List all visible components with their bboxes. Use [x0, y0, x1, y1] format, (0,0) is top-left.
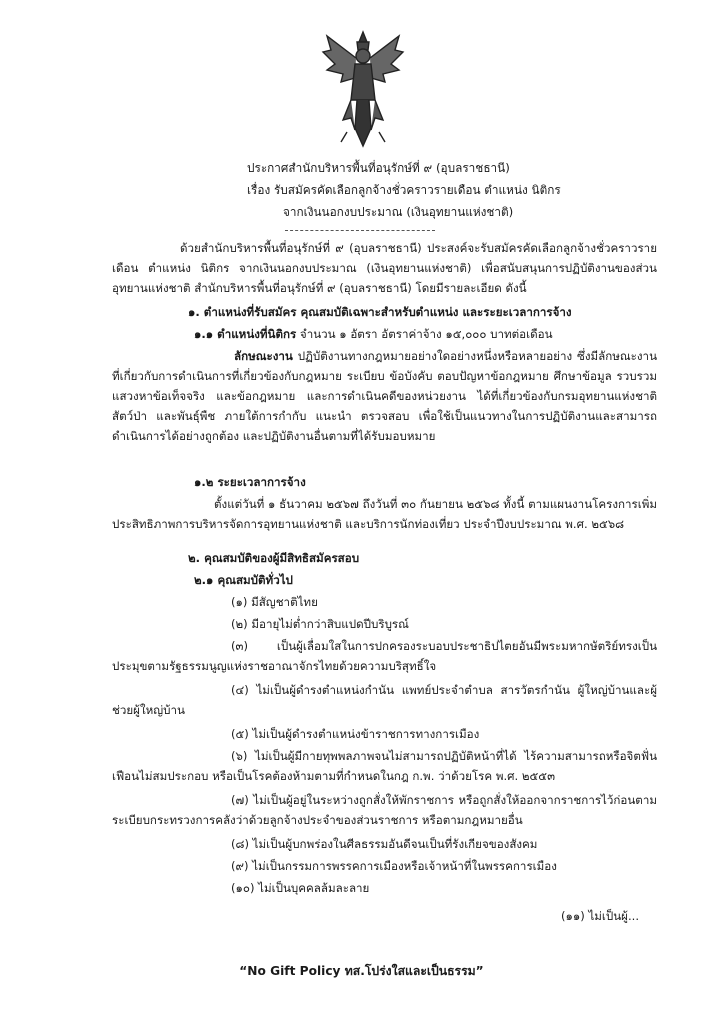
- section-1-1-text: จำนวน ๑ อัตรา อัตราค่าจ้าง ๑๕,๐๐๐ บาทต่อเดือน: [296, 327, 553, 341]
- job-characteristics: [112, 346, 657, 446]
- qualification-item-10: (๑๐) ไม่เป็นบุคคลล้มละลาย: [231, 881, 370, 895]
- section-1-1-label: ๑.๑ ตำแหน่งที่นิติกร: [194, 327, 297, 341]
- qualification-item-2: (๒) มีอายุไม่ต่ำกว่าสิบแปดปีบริบูรณ์: [231, 617, 409, 631]
- section-1-2-text: ตั้งแต่วันที่ ๑ ธันวาคม ๒๕๖๗ ถึงวันที่ ๓๐ กันยายน ๒๕๖๘ ทั้งนี้ ตามแผนงานโครงการเพิ่มประสิทธิภาพการบริหารจัดการอุทยานแห่งชาติ และบริการนักท่องเที่ยว ประจำปีงบประมาณ พ.ศ. ๒๕๖๘: [112, 497, 657, 531]
- header-line-2: เรื่อง รับสมัครคัดเลือกลูกจ้างชั่วคราวรายเดือน ตำแหน่ง นิติกร: [247, 183, 561, 197]
- header-divider: [285, 230, 435, 231]
- section-2-heading: ๒. คุณสมบัติของผู้มีสิทธิสมัครสอบ: [188, 551, 360, 565]
- intro-paragraph: ด้วยสำนักบริหารพื้นที่อนุรักษ์ที่ ๙ (อุบลราชธานี) ประสงค์จะรับสมัครคัดเลือกลูกจ้างชั่วคราวรายเดือน ตำแหน่ง นิติกร จากเงินนอกงบประมาณ (เงินอุทยานแห่งชาติ) เพื่อสนับสนุนการปฏิบัติงานของส่วนอุทยานแห่งชาติ สำนักบริหารพื้นที่อนุรักษ์ที่ ๙ (อุบลราชธานี) โดยมีรายละเอียด ดังนี้: [112, 241, 657, 295]
- section-1-heading: ๑. ตำแหน่งที่รับสมัคร คุณสมบัติเฉพาะสำหรับตำแหน่ง และระยะเวลาการจ้าง: [188, 305, 572, 319]
- qualification-item-9: (๙) ไม่เป็นกรรมการพรรคการเมืองหรือเจ้าหน้าที่ในพรรคการเมือง: [231, 859, 557, 873]
- continuation-marker: (๑๑) ไม่เป็นผู้...: [561, 909, 640, 923]
- qualification-item-5: (๕) ไม่เป็นผู้ดำรงตำแหน่งข้าราชการทางการเมือง: [231, 727, 480, 741]
- section-1-1: [194, 324, 553, 344]
- qualification-item-4: (๔) ไม่เป็นผู้ดำรงตำแหน่งกำนัน แพทย์ประจำตำบล สารวัตรกำนัน ผู้ใหญ่บ้านและผู้ช่วยผู้ใหญ่บ้าน: [112, 683, 657, 717]
- header-line-1: ประกาศสำนักบริหารพื้นที่อนุรักษ์ที่ ๙ (อุบลราชธานี): [247, 161, 510, 175]
- qualification-item-6: (๖) ไม่เป็นผู้มีกายทุพพลภาพจนไม่สามารถปฏิบัติหน้าที่ได้ ไร้ความสามารถหรือจิตฟั่นเฟือนไม่สมประกอบ หรือเป็นโรคต้องห้ามตามที่กำหนดในกฎ ก.พ. ว่าด้วยโรค พ.ศ. ๒๕๕๓: [112, 749, 657, 783]
- section-1-2-label: ๑.๒ ระยะเวลาการจ้าง: [194, 475, 306, 489]
- qualification-item-1: (๑) มีสัญชาติไทย: [231, 595, 318, 609]
- qualification-item-8: (๘) ไม่เป็นผู้บกพร่องในศีลธรรมอันดีจนเป็นที่รังเกียจของสังคม: [231, 837, 538, 851]
- job-characteristics-label: ลักษณะงาน: [234, 349, 293, 363]
- section-2-1-label: ๒.๑ คุณสมบัติทั่วไป: [194, 573, 293, 587]
- job-characteristics-text: ปฏิบัติงานทางกฎหมายอย่างใดอย่างหนึ่งหรือหลายอย่าง ซึ่งมีลักษณะงานที่เกี่ยวกับการดำเนินการที่เกี่ยวข้องกับกฎหมาย ระเบียบ ข้อบังคับ ตอบปัญหาข้อกฎหมาย ศึกษาข้อมูล รวบรวม แสวงหาข้อเท็จจริง และข้อกฎหมาย และการดำเนินคดีของหน่วยงาน ได้ที่เกี่ยวข้องกับกรมอุทยานแห่งชาติ สัตว์ป่า และพันธุ์พืช ภายใต้การกำกับ แนะนำ ตรวจสอบ เพื่อใช้เป็นแนวทางในการปฏิบัติงานและสามารถดำเนินการได้อย่างถูกต้อง และปฏิบัติงานอื่นตามที่ได้รับมอบหมาย: [112, 349, 657, 443]
- qualification-item-7: (๗) ไม่เป็นผู้อยู่ในระหว่างถูกสั่งให้พักราชการ หรือถูกสั่งให้ออกจากราชการไว้ก่อนตามระเบียบกระทรวงการคลังว่าด้วยลูกจ้างประจำของส่วนราชการ หรือตามกฎหมายอื่น: [112, 793, 657, 827]
- garuda-emblem-icon: [321, 28, 405, 150]
- qualification-item-3: (๓) เป็นผู้เลื่อมใสในการปกครองระบอบประชาธิปไตยอันมีพระมหากษัตริย์ทรงเป็นประมุขตามรัฐธรรมนูญแห่งราชอาณาจักรไทยด้วยความบริสุทธิ์ใจ: [112, 639, 657, 673]
- header-line-3: จากเงินนอกงบประมาณ (เงินอุทยานแห่งชาติ): [283, 205, 514, 219]
- footer-slogan: “No Gift Policy ทส.โปร่งใสและเป็นธรรม”: [239, 964, 484, 978]
